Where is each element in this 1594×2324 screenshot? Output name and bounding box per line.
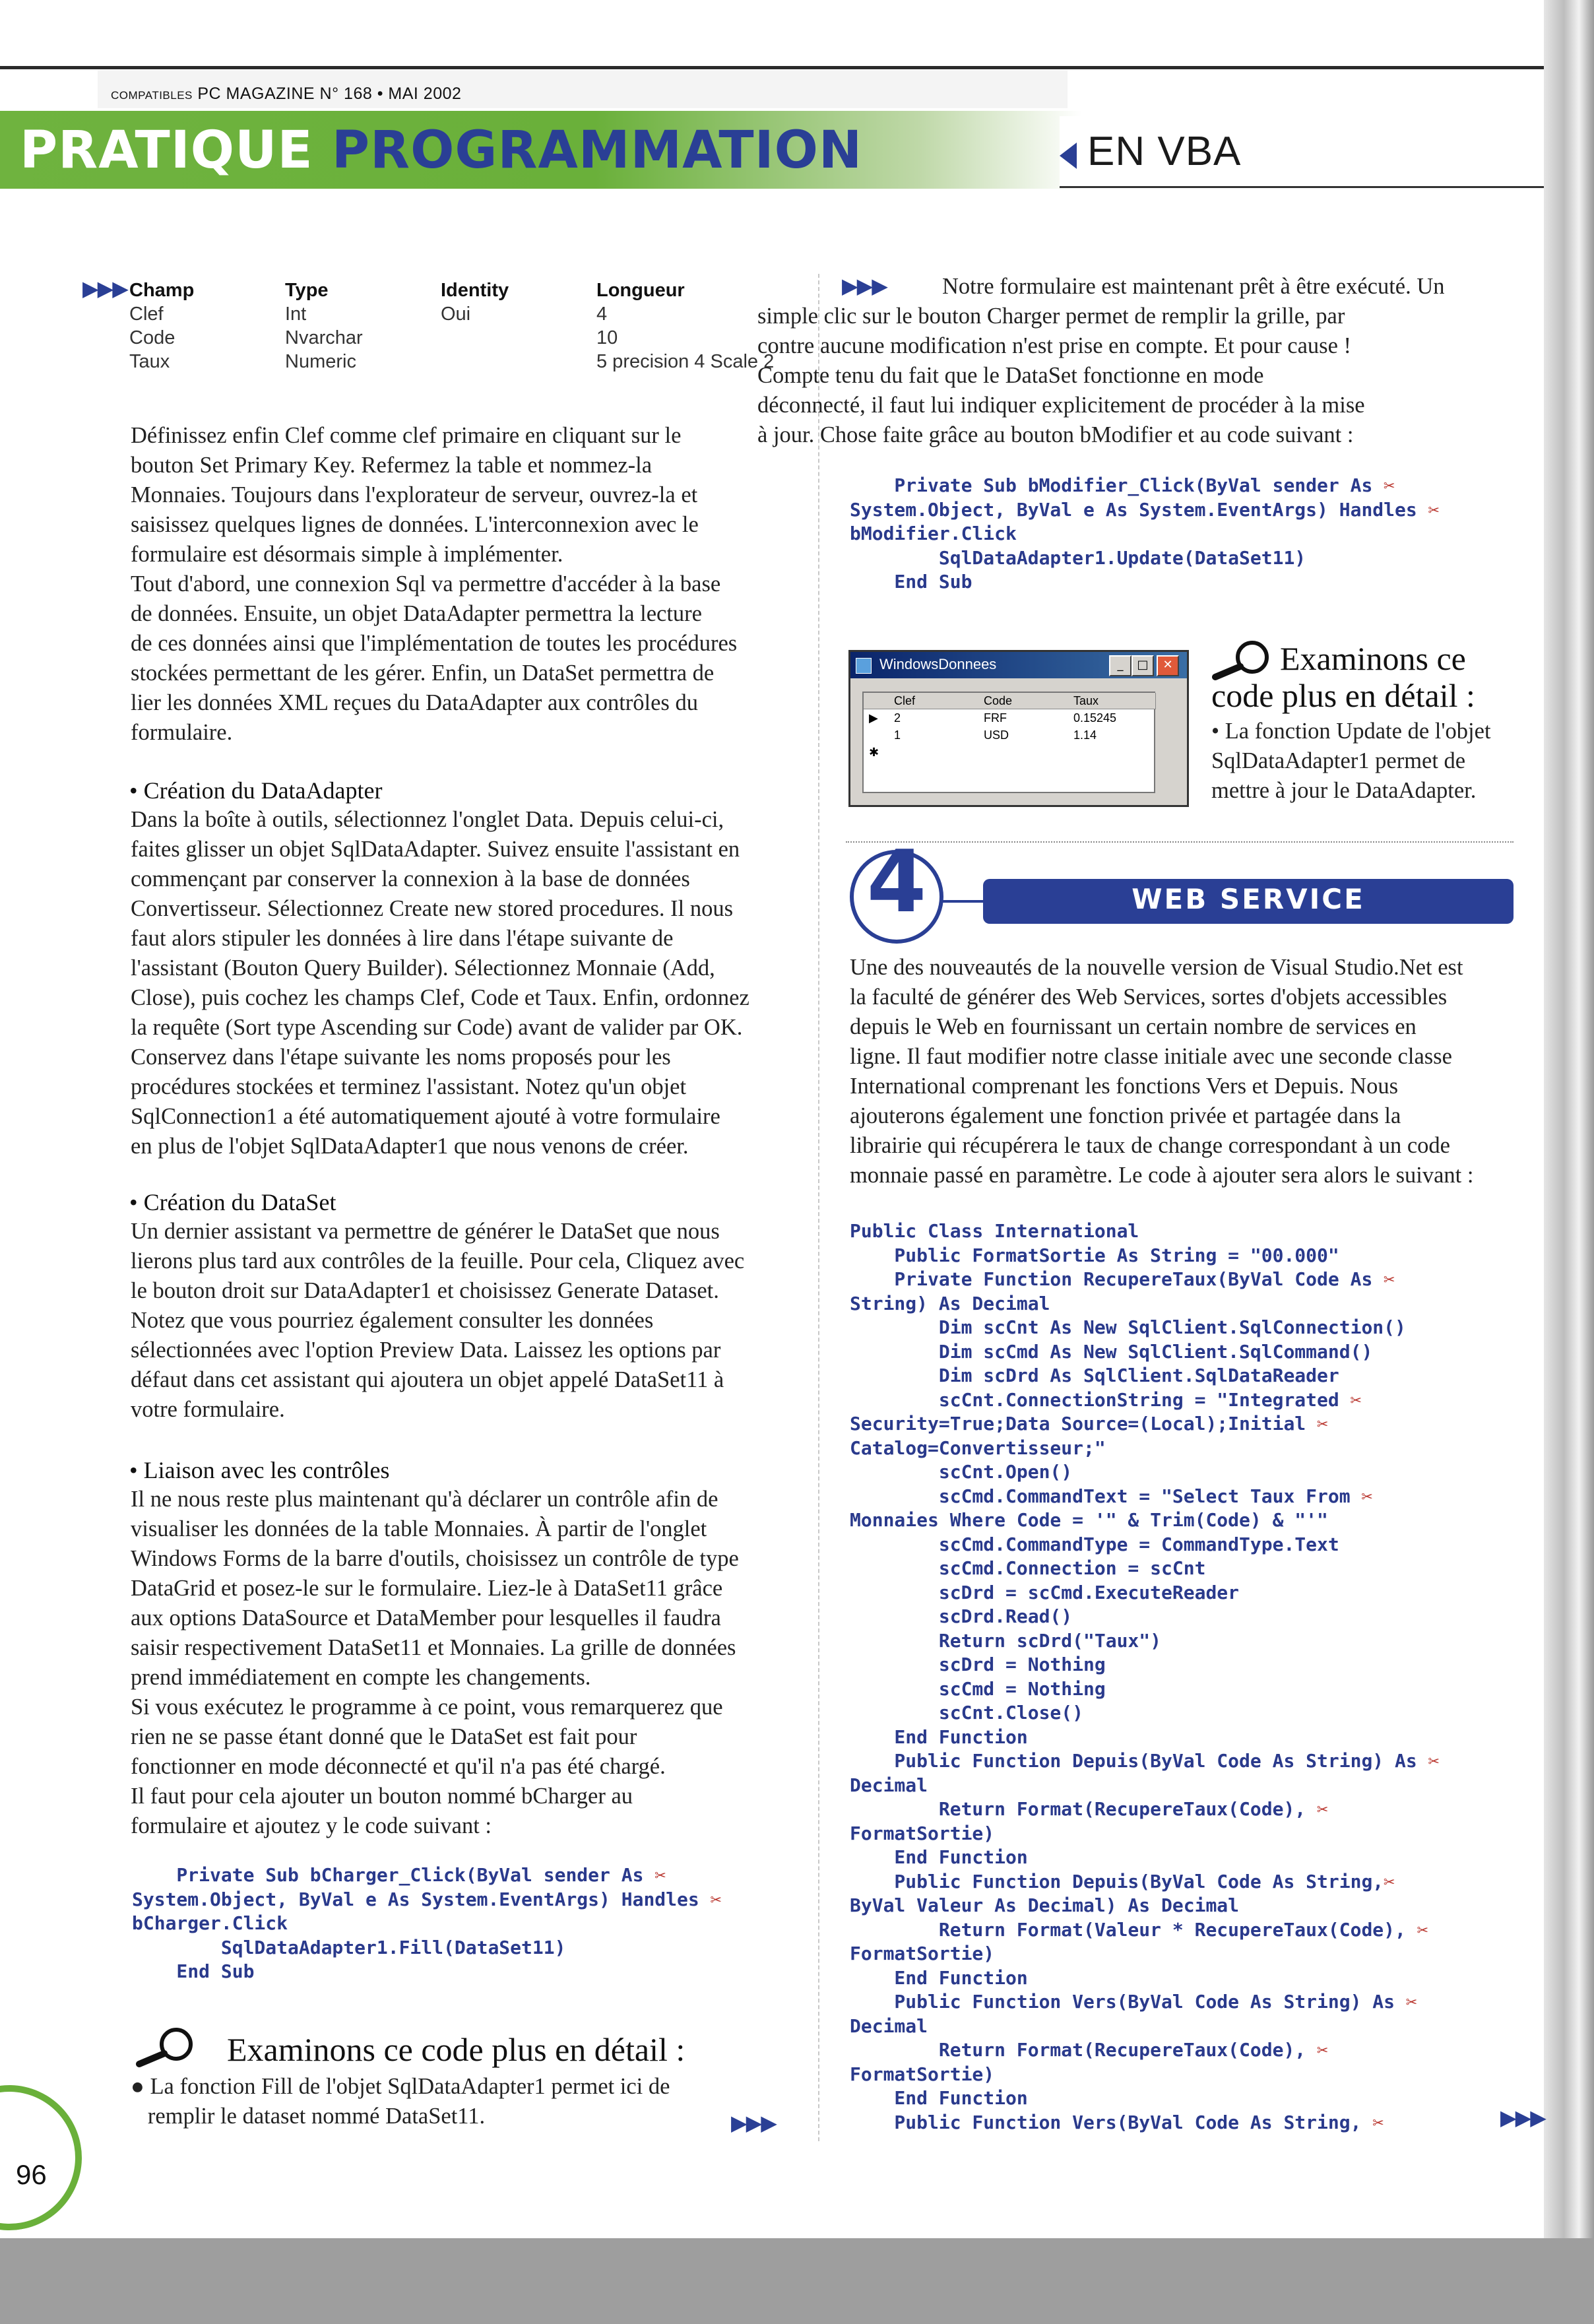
close-icon[interactable]: ✕ [1157,655,1179,676]
code-line: Private Sub bModifier_Click(ByVal sender As ✂ [850,474,1395,496]
text-line: la faculté de générer des Web Services, sortes d'objets accessibles [850,984,1448,1010]
table-cell: 5 precision 4 Scale 2 [596,351,775,372]
scissors-icon: ✂ [1372,2111,1384,2133]
text-line: de données. Ensuite, un objet DataAdapter permettra la lecture [131,601,702,626]
right-paragraph-2 [850,953,1529,1190]
scissors-icon: ✂ [1384,1268,1395,1290]
text-line: Compte tenu du fait que le DataSet fonctionne en mode [757,363,1264,388]
text-line: Convertisseur. Sélectionnez Create new stored procedures. Il nous [131,896,734,921]
code-line: ByVal Valeur As Decimal) As Decimal [850,1894,1240,1916]
text-line: en plus de l'objet SqlDataAdapter1 que nous venons de créer. [131,1134,689,1159]
text-line: formulaire. [131,720,233,745]
text-line: monnaie passé en paramètre. Le code à ajouter sera alors le suivant : [850,1163,1474,1188]
text-line: bouton Set Primary Key. Refermez la table et nommez-la [131,453,653,478]
text-line: SqlConnection1 a été automatiquement ajouté à votre formulaire [131,1104,720,1129]
code-line: Private Sub bCharger_Click(ByVal sender As ✂ [132,1864,666,1886]
page-number: 96 [16,2159,47,2190]
table-col-identity [441,278,509,326]
text-line: sélectionnées avec l'option Preview Data. Laissez les options par [131,1338,721,1363]
code-line: bCharger.Click [132,1912,288,1934]
code-line: SqlDataAdapter1.Fill(DataSet11) [132,1936,566,1958]
text-line: Notez que vous pourriez également consulter les données [131,1308,654,1333]
code-block-international [850,1219,1439,2135]
triple-arrow-icon: ▶▶▶ [82,276,127,301]
text-line: prend immédiatement en compte les changements. [131,1665,591,1690]
code-line: End Sub [132,1960,255,1982]
code-line: End Function [850,2087,1028,2109]
code-line: scCmd.CommandType = CommandType.Text [850,1533,1339,1555]
code-line: Decimal [850,1774,928,1796]
code-line: Public Function Vers(ByVal Code As String, ✂ [850,2111,1384,2133]
text-line: Une des nouveautés de la nouvelle version de Visual Studio.Net est [850,955,1463,980]
code-line: Monnaies Where Code = '" & Trim(Code) & "'" [850,1509,1328,1531]
code-line: Decimal [850,2015,928,2037]
text-line: saisissez quelques lignes de données. L'interconnexion avec le [131,512,699,537]
magazine-issue-line [111,84,461,104]
grid-corner [864,693,891,709]
examinons-text-right [1211,717,1528,806]
grid-cell[interactable]: USD [984,728,1009,742]
table-cell: Code [129,327,175,348]
scan-edge-bottom [0,2238,1594,2324]
section-title: WEB SERVICE [1132,883,1365,915]
table-cell: 10 [596,327,618,348]
text-line: à jour. Chose faite grâce au bouton bModifier et au code suivant : [757,422,1354,447]
table-cell: Numeric [285,351,356,372]
text-line: Notre formulaire est maintenant prêt à être exécuté. Un [942,274,1445,299]
scissors-icon: ✂ [1350,1388,1362,1411]
triple-arrow-icon: ▶▶▶ [842,273,887,298]
header-rule [0,66,1544,69]
table-cell: 4 [596,304,608,325]
code-line: Return Format(RecupereTaux(Code), ✂ [850,2039,1328,2061]
code-line: Security=True;Data Source=(Local);Initial ✂ [850,1413,1328,1435]
text-line: ajouterons également une fonction privée et partagée dans la [850,1103,1401,1128]
table-col-longueur [596,278,774,373]
text-line: Un dernier assistant va permettre de générer le DataSet que nous [131,1219,720,1244]
code-line: scCmd.CommandText = "Select Taux From ✂ [850,1485,1373,1507]
window-title: WindowsDonnees [879,656,997,672]
page-number-arc [0,2074,93,2242]
code-line: bModifier.Click [850,523,1017,544]
right-paragraph-1 [757,272,1523,450]
code-line: System.Object, ByVal e As System.EventArgs) Handles ✂ [132,1888,722,1910]
text-line: rien ne se passe étant donné que le DataSet est fait pour [131,1724,637,1749]
text-line: de ces données ainsi que l'implémentation de toutes les procédures [131,631,738,656]
table-cell: Nvarchar [285,327,363,348]
text-line: depuis le Web en fournissant un certain nombre de services en [850,1014,1417,1039]
code-line: FormatSortie) [850,1822,995,1844]
table-cell: Oui [441,304,471,325]
app-icon [856,658,872,674]
subheading-liaison: • Liaison avec les contrôles [129,1457,390,1483]
text-line: saisir respectivement DataSet11 et Monnaies. La grille de données [131,1635,736,1660]
text-line: Il ne nous reste plus maintenant qu'à déclarer un contrôle afin de [131,1487,718,1512]
text-line: lier les données XML reçues du DataAdapter aux contrôles du [131,690,698,715]
text-line: formulaire est désormais simple à implémenter. [131,542,563,567]
code-line: Dim scCmd As New SqlClient.SqlCommand() [850,1340,1373,1363]
minimize-icon[interactable]: _ [1109,655,1132,676]
code-line: Return scDrd("Taux") [850,1629,1162,1652]
code-line: String) As Decimal [850,1292,1050,1314]
text-line: l'assistant (Bouton Query Builder). Sélectionnez Monnaie (Add, [131,955,715,981]
code-line: scCnt.Close() [850,1702,1084,1724]
text-line: formulaire et ajoutez y le code suivant : [131,1813,492,1838]
code-line: Public Function Depuis(ByVal Code As String,✂ [850,1870,1395,1892]
text-line: aux options DataSource et DataMember pour lesquelles il faudra [131,1605,721,1630]
banner-word-pratique: PRATIQUE [20,121,313,180]
grid-cell[interactable]: 1 [894,728,901,742]
code-line: scDrd = scCmd.ExecuteReader [850,1581,1240,1603]
examinons-text-left [131,2072,790,2131]
code-line: FormatSortie) [850,2063,995,2085]
table-header: Longueur [596,280,685,301]
text-line: simple clic sur le bouton Charger permet de remplir la grille, par [757,304,1345,329]
text-line: Monnaies. Toujours dans l'explorateur de serveur, ouvrez-la et [131,482,698,507]
text-line: Tout d'abord, une connexion Sql va permettre d'accéder à la base [131,571,721,597]
code-line: FormatSortie) [850,1943,995,1964]
scissors-icon: ✂ [1428,498,1440,521]
row-selector-icon: ▶ [869,711,878,725]
text-line: SqlDataAdapter1 permet de [1211,748,1466,773]
examinons-title-right: Examinons ce code plus en détail : [1211,640,1475,714]
code-line: Catalog=Convertisseur;" [850,1436,1106,1459]
field-table [129,278,789,377]
grid-header-clef[interactable]: Clef [890,693,980,709]
text-line: remplir le dataset nommé DataSet11. [131,2104,486,2129]
text-line: mettre à jour le DataAdapter. [1211,778,1477,803]
code-line: Public Function Vers(ByVal Code As String) As ✂ [850,1991,1417,2013]
text-line: Si vous exécutez le programme à ce point, vous remarquerez que [131,1695,723,1720]
scissors-icon: ✂ [1317,1798,1328,1820]
table-header: Type [285,280,329,301]
code-block-bmodifier [850,474,1439,595]
grid-cell[interactable]: FRF [984,711,1007,725]
code-line: scCmd = Nothing [850,1677,1106,1700]
text-line: la requête (Sort type Ascending sur Code) avant de valider par OK. [131,1015,743,1040]
left-paragraph-3 [131,1217,804,1425]
text-line: Définissez enfin Clef comme clef primaire en cliquant sur le [131,423,682,448]
scissors-icon: ✂ [1405,1991,1417,2013]
code-line: scDrd = Nothing [850,1654,1106,1675]
examinons-title-left: Examinons ce code plus en détail : [227,2031,685,2068]
new-row-icon: ✱ [869,746,879,759]
table-col-champ [129,278,194,373]
text-line: fonctionner en mode déconnecté et qu'il n'a pas été chargé. [131,1754,666,1779]
section-separator [846,841,1514,843]
window-titlebar [850,652,1187,678]
code-line: Dim scCnt As New SqlClient.SqlConnection() [850,1316,1406,1338]
code-line: Private Function RecupereTaux(ByVal Code As ✂ [850,1268,1395,1290]
text-line: contre aucune modification n'est prise en compte. Et pour cause ! [757,333,1352,358]
grid-cell[interactable]: 0.15245 [1073,711,1117,725]
scissors-icon: ✂ [1317,2039,1328,2061]
code-line: scCmd.Connection = scCnt [850,1557,1206,1579]
code-line: scCnt.ConnectionString = "Integrated ✂ [850,1388,1362,1411]
triple-arrow-icon: ▶▶▶ [1500,2105,1545,2130]
triple-arrow-icon: ▶▶▶ [731,2110,776,2135]
subheading-dataset: • Création du DataSet [129,1189,336,1215]
code-line: End Function [850,1726,1028,1748]
code-line: SqlDataAdapter1.Update(DataSet11) [850,546,1306,569]
text-line: déconnecté, il faut lui indiquer explicitement de procéder à la mise [757,393,1365,418]
text-line: librairie qui récupérera le taux de change correspondant à un code [850,1133,1450,1158]
text-line: Close), puis cochez les champs Clef, Code et Taux. Enfin, ordonnez [131,985,749,1010]
table-header: Identity [441,280,509,301]
left-paragraph-1 [131,421,804,748]
left-paragraph-4 [131,1485,804,1841]
subheading-dataadapter: • Création du DataAdapter [129,777,383,804]
banner-subtitle-box [1060,116,1544,188]
text-line: Windows Forms de la barre d'outils, choisissez un contrôle de type [131,1546,739,1571]
text-line: Dans la boîte à outils, sélectionnez l'onglet Data. Depuis celui-ci, [131,807,724,832]
table-cell: Clef [129,304,164,325]
code-line: End Sub [850,571,972,593]
grid-cell[interactable]: 2 [894,711,901,725]
table-header: Champ [129,280,195,301]
code-line: scCnt.Open() [850,1461,1073,1483]
code-line: Public Function Depuis(ByVal Code As String) As ✂ [850,1750,1440,1772]
arrow-left-icon [1060,143,1077,169]
grid-header-taux[interactable]: Taux [1069,693,1156,709]
scissors-icon: ✂ [1317,1413,1328,1435]
text-line: ● La fonction Fill de l'objet SqlDataAdapter1 permet ici de [131,2074,670,2099]
data-grid[interactable] [862,692,1155,793]
table-col-type [285,278,363,373]
code-block-bcharger [132,1863,721,1984]
windows-form-screenshot [848,650,1189,807]
code-line: System.Object, ByVal e As System.EventArgs) Handles ✂ [850,498,1440,521]
table-cell: Taux [129,351,170,372]
text-line: procédures stockées et terminez l'assistant. Notez qu'un objet [131,1074,687,1099]
scissors-icon: ✂ [1384,1870,1395,1892]
scissors-icon: ✂ [1428,1750,1440,1772]
text-line: faut alors stipuler les données à lire dans l'étape suivante de [131,926,674,951]
text-line: International comprenant les fonctions Vers et Depuis. Nous [850,1074,1398,1099]
magnifier-icon [135,2027,199,2068]
scissors-icon: ✂ [1361,1485,1373,1507]
grid-cell[interactable]: 1.14 [1073,728,1097,742]
magazine-issue: PC MAGAZINE N° 168 • MAI 2002 [197,84,462,103]
text-line: ligne. Il faut modifier notre classe initiale avec une seconde classe [850,1044,1452,1069]
text-line: le bouton droit sur DataAdapter1 et choisissez Generate Dataset. [131,1278,719,1303]
grid-header-code[interactable]: Code [980,693,1070,709]
table-cell: Int [285,304,307,325]
text-line: défaut dans cet assistant qui ajoutera un objet appelé DataSet11 à [131,1367,724,1392]
scissors-icon: ✂ [654,1864,666,1886]
text-line: faites glisser un objet SqlDataAdapter. Suivez ensuite l'assistant en [131,837,740,862]
scissors-icon: ✂ [1417,1918,1428,1941]
text-line: • La fonction Update de l'objet [1211,719,1491,744]
text-line: votre formulaire. [131,1397,285,1422]
code-line: End Function [850,1966,1028,1989]
section-number: 4 [866,831,927,932]
scissors-icon: ✂ [710,1888,722,1910]
column-divider [818,274,819,2141]
scissors-icon: ✂ [1384,474,1395,496]
text-line: DataGrid et posez-le sur le formulaire. Liez-le à DataSet11 grâce [131,1576,723,1601]
code-line: Public Class International [850,1220,1139,1242]
code-line: Public FormatSortie As String = "00.000" [850,1244,1339,1266]
text-line: lierons plus tard aux contrôles de la feuille. Pour cela, Cliquez avec [131,1248,745,1274]
text-line: visualiser les données de la table Monnaies. À partir de l'onglet [131,1516,707,1541]
banner-title [20,117,862,183]
magazine-prefix: COMPATIBLES [111,89,193,102]
text-line: commençant par conserver la connexion à la base de données [131,866,690,891]
banner-word-programmation: PROGRAMMATION [331,121,863,180]
text-line: stockées permettant de les gérer. Enfin, un DataSet permettra de [131,661,715,686]
code-line: Return Format(RecupereTaux(Code), ✂ [850,1798,1328,1820]
text-line: Il faut pour cela ajouter un bouton nommé bCharger au [131,1784,633,1809]
code-line: scDrd.Read() [850,1605,1073,1627]
code-line: Dim scDrd As SqlClient.SqlDataReader [850,1365,1339,1386]
code-line: End Function [850,1846,1028,1868]
left-paragraph-2 [131,805,804,1161]
text-line: Conservez dans l'étape suivante les noms proposés pour les [131,1045,671,1070]
banner-subtitle: EN VBA [1087,129,1242,174]
code-line: Return Format(Valeur * RecupereTaux(Code), ✂ [850,1918,1428,1941]
scan-edge-right [1544,0,1594,2324]
maximize-icon[interactable]: □ [1132,655,1154,676]
